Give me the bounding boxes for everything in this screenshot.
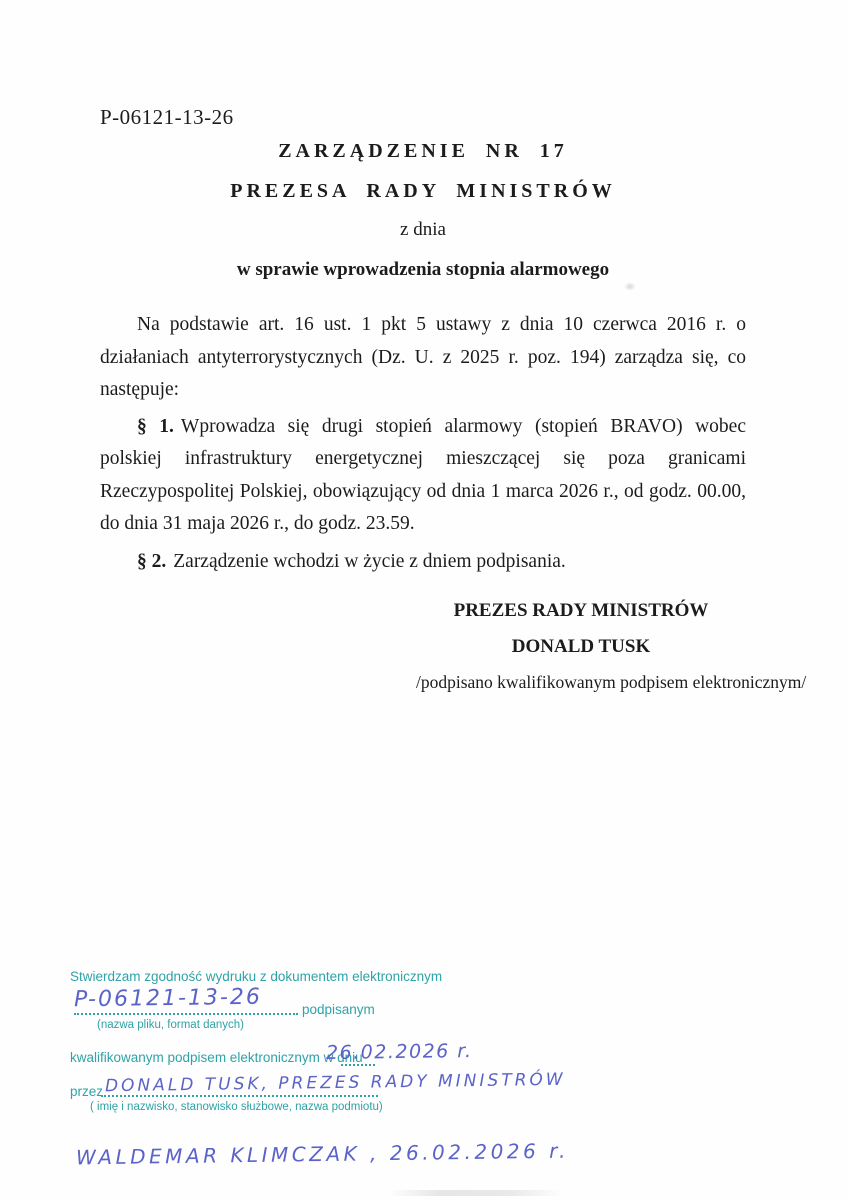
signer-role: PREZES RADY MINISTRÓW (453, 600, 709, 621)
legal-basis-paragraph: Na podstawie art. 16 ust. 1 pkt 5 ustawy z dnia 10 czerwca 2016 r. o działaniach antyterrorystycznych (Dz. U. z 2025 r. poz. 194) zarządza się, co następuje: (100, 314, 746, 400)
section-2-label: § 2. (137, 550, 167, 572)
signer-name: DONALD TUSK (511, 636, 651, 657)
scan-smudge (624, 282, 636, 291)
date-dotted-line (341, 1064, 375, 1066)
signer-caption: ( imię i nazwisko, stanowisko służbowe, nazwa podmiotu) (90, 1101, 383, 1113)
document-title-line1: ZARZĄDZENIE NR 17 (278, 140, 568, 162)
section-1-paragraph (100, 411, 746, 541)
file-number-dotted-line (74, 1013, 298, 1015)
certification-statement: Stwierdzam zgodność wydruku z dokumentem elektronicznym (70, 969, 443, 984)
reference-number: P-06121-13-26 (100, 105, 234, 129)
document-body (100, 105, 807, 693)
podpisanym-label: podpisanym (302, 1002, 375, 1017)
handwritten-confirmation-signature: WALDEMAR KLIMCZAK , 26.02.2026 r. (75, 1138, 570, 1170)
document-title-line2: PREZESA RADY MINISTRÓW (230, 180, 616, 202)
handwritten-date: 26.02.2026 r. (325, 1039, 473, 1065)
date-line: z dnia (400, 219, 446, 240)
scan-streak (388, 1190, 563, 1196)
section-2-paragraph (100, 546, 746, 579)
handwritten-signer: DONALD TUSK, PREZES RADY MINISTRÓW (104, 1069, 566, 1097)
handwritten-file-number: P-06121-13-26 (73, 984, 263, 1013)
qualified-signature-line: kwalifikowanym podpisem elektronicznym w dniu (70, 1050, 363, 1065)
section-1-label: § 1. (137, 415, 174, 437)
file-caption: (nazwa pliku, format danych) (97, 1019, 245, 1031)
section-2-text: Zarządzenie wchodzi w życie z dniem podpisania. (173, 550, 566, 572)
przez-label: przez (70, 1084, 104, 1099)
electronic-signature-note: /podpisano kwalifikowanym podpisem elektronicznym/ (416, 672, 807, 692)
section-1-text: Wprowadza się drugi stopień alarmowy (stopień BRAVO) wobec polskiej infrastruktury energetycznej mieszczącej się poza granicami Rzeczypospolitej Polskiej, obowiązujący od dnia 1 marca 2026 r., od godz. 00.00, do dnia 31 maja 2026 r., do godz. 23.59. (100, 415, 746, 534)
signature-block (416, 599, 807, 693)
subject-line: w sprawie wprowadzenia stopnia alarmowego (236, 259, 610, 280)
